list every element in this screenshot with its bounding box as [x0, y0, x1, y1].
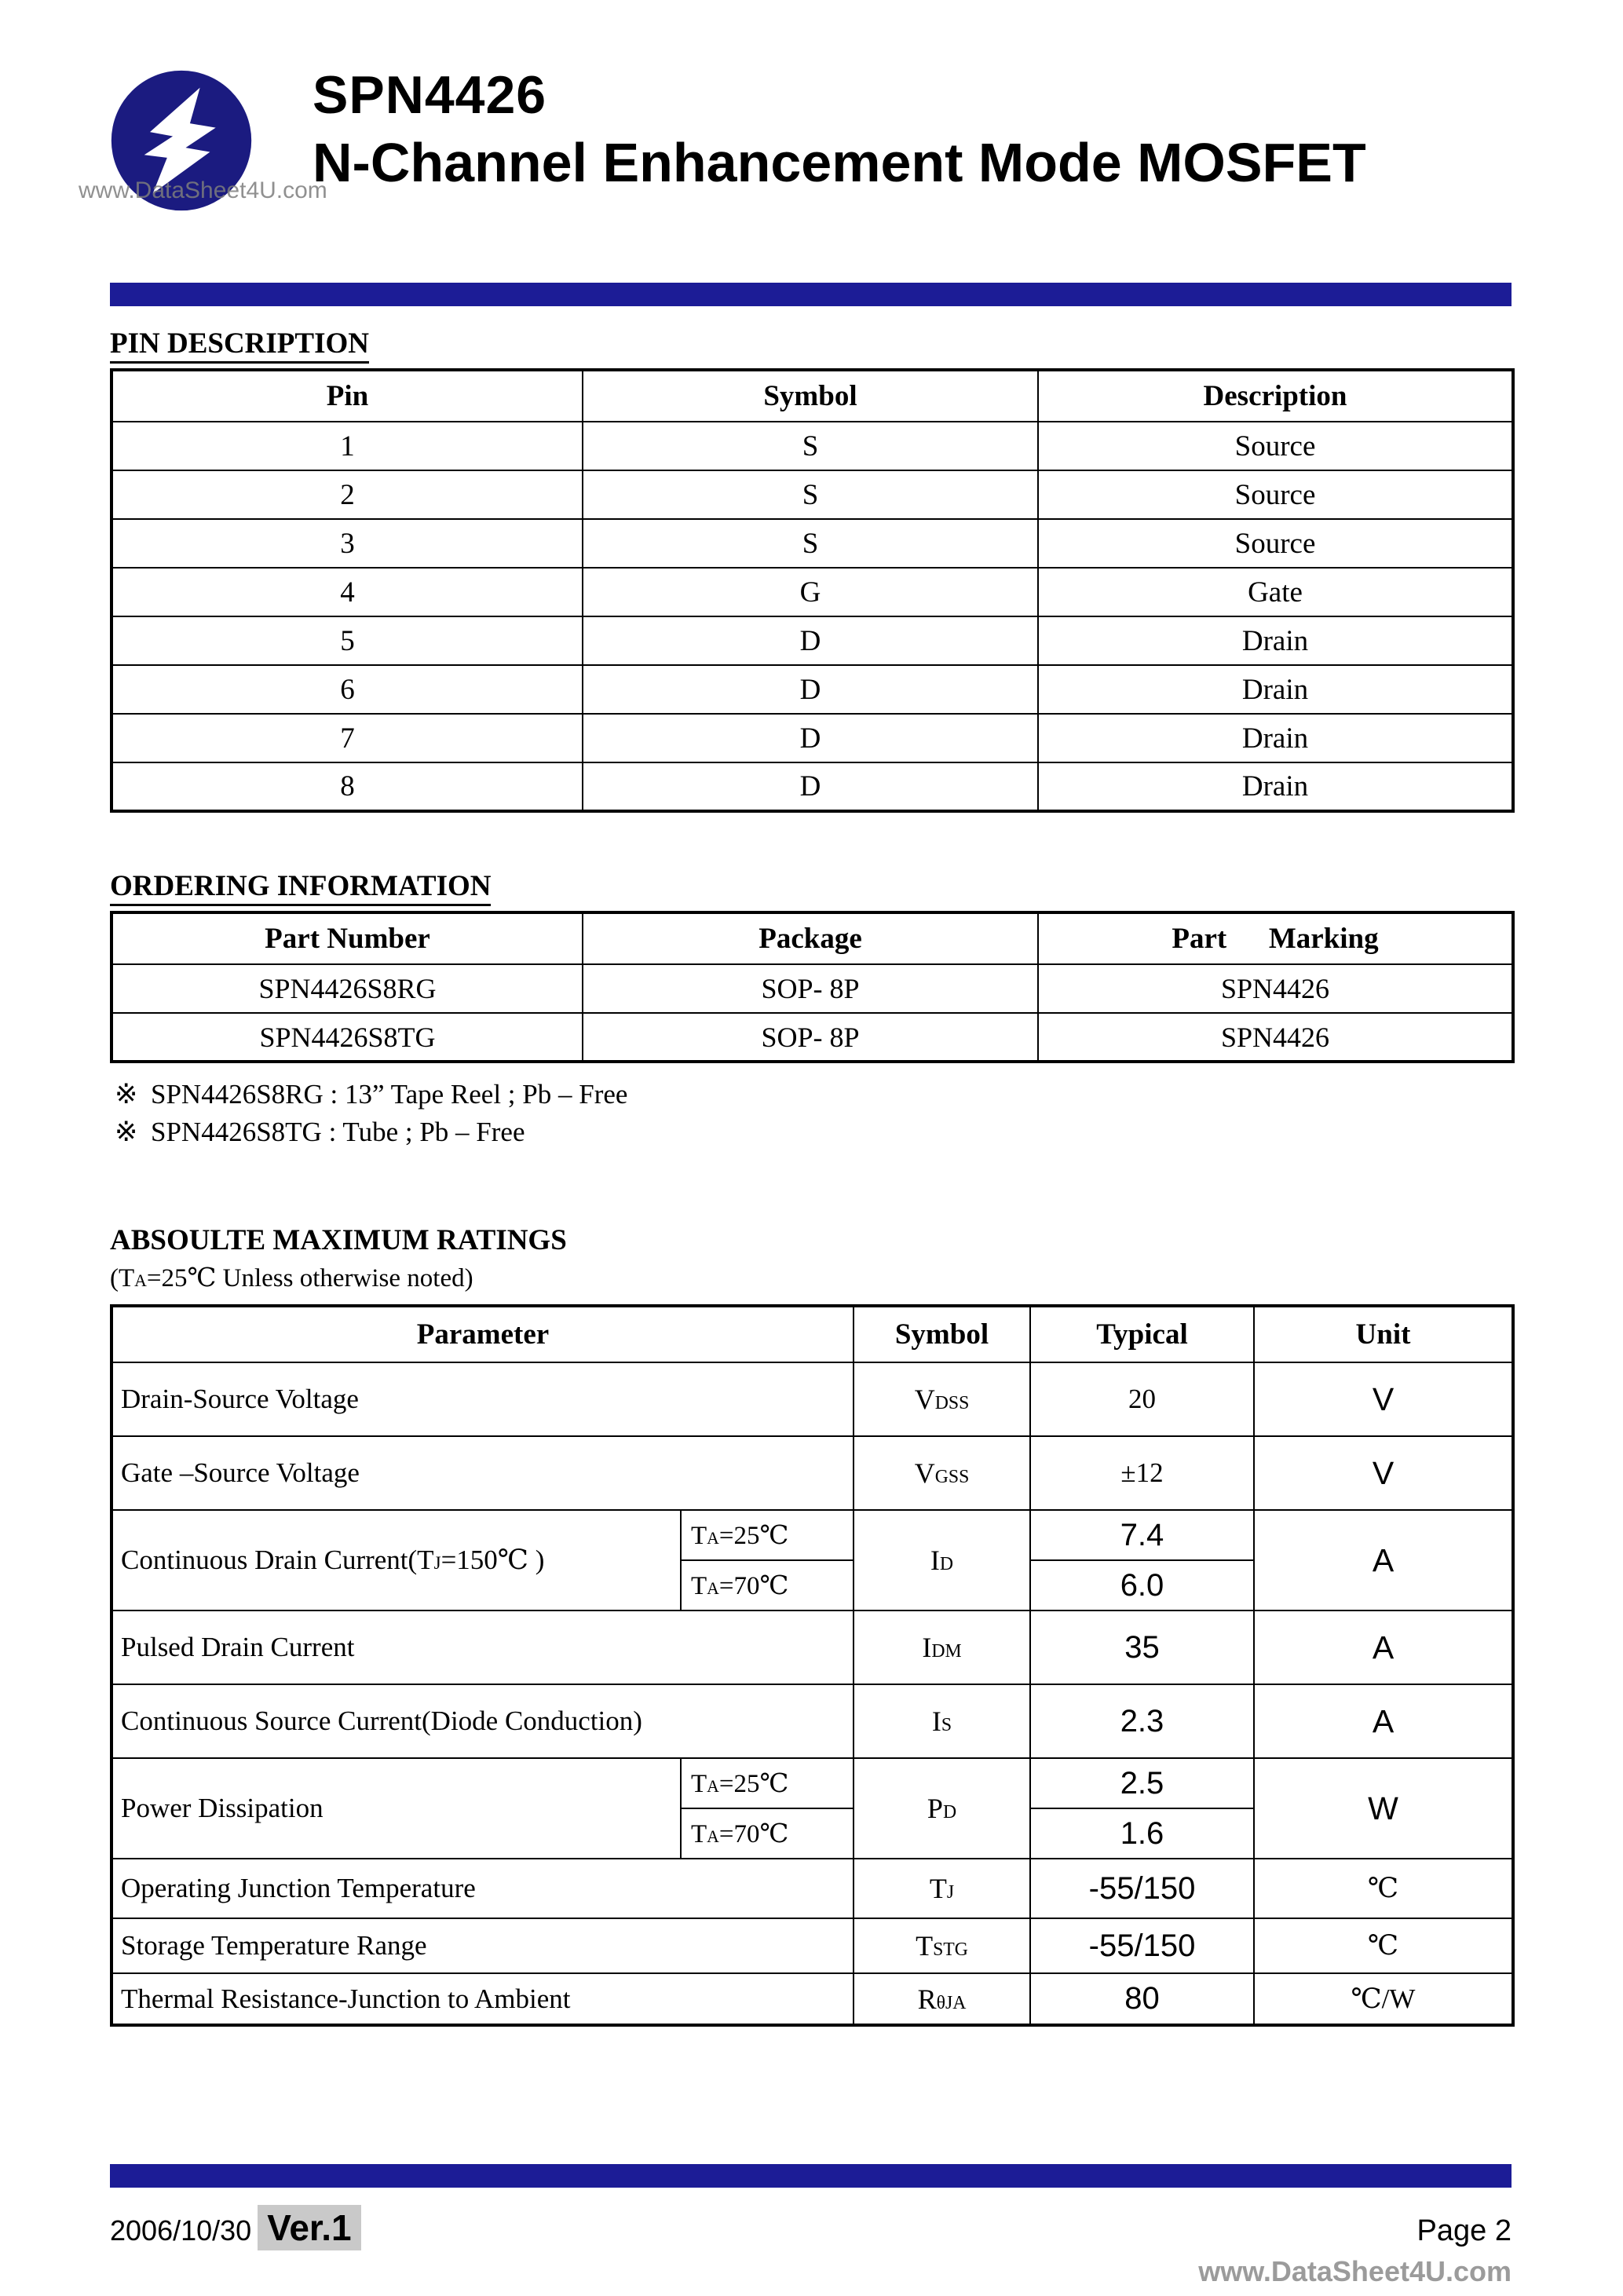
- unit-cell: V: [1254, 1436, 1513, 1510]
- pin-description: Drain: [1038, 714, 1513, 762]
- ordering-table: [110, 911, 1515, 1063]
- table-row-tj: [111, 1859, 1513, 1918]
- table-row-idm: [111, 1610, 1513, 1684]
- table-row: [111, 762, 1513, 811]
- symbol-cell: TJ: [854, 1859, 1030, 1918]
- typical-cell: -55/150: [1030, 1918, 1254, 1973]
- pin-symbol: D: [583, 665, 1038, 714]
- symbol-cell: VGSS: [854, 1436, 1030, 1510]
- table-row-id-25c: [111, 1510, 1513, 1560]
- table-header-row: [111, 1306, 1513, 1362]
- pin-number: 6: [111, 665, 583, 714]
- column-header-part-marking: Part Marking: [1038, 912, 1513, 964]
- pin-number: 1: [111, 422, 583, 470]
- parameter-cell: Continuous Drain Current(TJ=150℃ ): [111, 1510, 681, 1610]
- page-title: SPN4426: [313, 65, 547, 125]
- divider-bar-top: [110, 283, 1512, 306]
- part-number: SPN4426S8TG: [111, 1013, 583, 1062]
- column-header-parameter: Parameter: [111, 1306, 854, 1362]
- absolute-maximum-ratings-section: [110, 1223, 1512, 2027]
- table-row: [111, 470, 1513, 519]
- header: [79, 65, 1512, 264]
- pin-description-heading: PIN DESCRIPTION: [110, 327, 1512, 360]
- ordering-heading: ORDERING INFORMATION: [110, 869, 1512, 903]
- footer-left: [110, 2205, 361, 2250]
- pin-number: 3: [111, 519, 583, 568]
- symbol-cell: TSTG: [854, 1918, 1030, 1973]
- table-row: [111, 422, 1513, 470]
- condition-cell: TA=70℃: [681, 1560, 854, 1610]
- pin-description: Source: [1038, 470, 1513, 519]
- typical-cell: 20: [1030, 1362, 1254, 1436]
- pin-number: 7: [111, 714, 583, 762]
- table-row: [111, 616, 1513, 665]
- condition-cell: TA=70℃: [681, 1808, 854, 1859]
- abs-max-condition: (TA=25℃ Unless otherwise noted): [110, 1264, 473, 1292]
- unit-cell: A: [1254, 1684, 1513, 1758]
- column-header-symbol: Symbol: [583, 370, 1038, 422]
- parameter-cell: Thermal Resistance-Junction to Ambient: [111, 1973, 854, 2025]
- parameter-cell: Drain-Source Voltage: [111, 1362, 854, 1436]
- symbol-cell: IS: [854, 1684, 1030, 1758]
- typical-cell: 35: [1030, 1610, 1254, 1684]
- symbol-cell: ID: [854, 1510, 1030, 1610]
- note-text: SPN4426S8RG : 13” Tape Reel ; Pb – Free: [151, 1079, 628, 1110]
- table-row-pd-25c: [111, 1758, 1513, 1808]
- ordering-notes: [115, 1076, 1512, 1151]
- note-line: [115, 1113, 1512, 1151]
- parameter-cell: Gate –Source Voltage: [111, 1436, 854, 1510]
- pin-symbol: S: [583, 470, 1038, 519]
- logo-watermark-text: www.DataSheet4U.com: [79, 177, 327, 203]
- part-marking: SPN4426: [1038, 964, 1513, 1013]
- column-header-description: Description: [1038, 370, 1513, 422]
- typical-cell: 7.4: [1030, 1510, 1254, 1560]
- unit-cell: ℃: [1254, 1918, 1513, 1973]
- pin-symbol: D: [583, 762, 1038, 811]
- symbol-cell: RθJA: [854, 1973, 1030, 2025]
- pin-symbol: D: [583, 616, 1038, 665]
- title-block: [313, 65, 1366, 194]
- pin-description: Drain: [1038, 762, 1513, 811]
- pin-symbol: G: [583, 568, 1038, 616]
- table-row-vdss: [111, 1362, 1513, 1436]
- footer: [110, 2205, 1512, 2250]
- table-row-is: [111, 1684, 1513, 1758]
- table-row: [111, 519, 1513, 568]
- pin-number: 5: [111, 616, 583, 665]
- table-row: [111, 568, 1513, 616]
- footer-version: Ver.1: [258, 2205, 360, 2250]
- column-header-symbol: Symbol: [854, 1306, 1030, 1362]
- pin-symbol: S: [583, 519, 1038, 568]
- symbol-cell: VDSS: [854, 1362, 1030, 1436]
- note-marker: ※: [115, 1117, 138, 1147]
- pin-description: Gate: [1038, 568, 1513, 616]
- typical-cell: ±12: [1030, 1436, 1254, 1510]
- abs-max-heading: ABSOULTE MAXIMUM RATINGS: [110, 1224, 567, 1256]
- pin-description-table: [110, 368, 1515, 813]
- column-header-unit: Unit: [1254, 1306, 1513, 1362]
- parameter-cell: Operating Junction Temperature: [111, 1859, 854, 1918]
- pin-symbol: S: [583, 422, 1038, 470]
- typical-cell: -55/150: [1030, 1859, 1254, 1918]
- footer-page-number: Page 2: [1416, 2214, 1512, 2247]
- parameter-cell: Power Dissipation: [111, 1758, 681, 1859]
- pin-description: Source: [1038, 422, 1513, 470]
- table-header-row: [111, 912, 1513, 964]
- unit-cell: W: [1254, 1758, 1513, 1859]
- table-row: [111, 1013, 1513, 1062]
- pin-number: 8: [111, 762, 583, 811]
- note-text: SPN4426S8TG : Tube ; Pb – Free: [151, 1117, 525, 1147]
- typical-cell: 6.0: [1030, 1560, 1254, 1610]
- unit-cell: ℃/W: [1254, 1973, 1513, 2025]
- pin-number: 2: [111, 470, 583, 519]
- column-header-pin: Pin: [111, 370, 583, 422]
- table-row: [111, 964, 1513, 1013]
- part-marking: SPN4426: [1038, 1013, 1513, 1062]
- parameter-cell: Continuous Source Current(Diode Conduction): [111, 1684, 854, 1758]
- pin-description: Drain: [1038, 616, 1513, 665]
- column-header-part-number: Part Number: [111, 912, 583, 964]
- table-row-vgss: [111, 1436, 1513, 1510]
- table-header-row: [111, 370, 1513, 422]
- parameter-cell: Pulsed Drain Current: [111, 1610, 854, 1684]
- typical-cell: 2.5: [1030, 1758, 1254, 1808]
- table-row-tstg: [111, 1918, 1513, 1973]
- parameter-cell: Storage Temperature Range: [111, 1918, 854, 1973]
- typical-cell: 2.3: [1030, 1684, 1254, 1758]
- table-row: [111, 714, 1513, 762]
- package: SOP- 8P: [583, 1013, 1038, 1062]
- condition-cell: TA=25℃: [681, 1510, 854, 1560]
- package: SOP- 8P: [583, 964, 1038, 1013]
- pin-description: Drain: [1038, 665, 1513, 714]
- pin-description-section: [110, 327, 1512, 813]
- note-line: [115, 1076, 1512, 1113]
- symbol-cell: IDM: [854, 1610, 1030, 1684]
- condition-cell: TA=25℃: [681, 1758, 854, 1808]
- column-header-typical: Typical: [1030, 1306, 1254, 1362]
- logo: [79, 69, 327, 212]
- table-row-rthja: [111, 1973, 1513, 2025]
- ordering-section: [110, 869, 1512, 1151]
- divider-bar-bottom: [110, 2164, 1512, 2188]
- pin-symbol: D: [583, 714, 1038, 762]
- unit-cell: V: [1254, 1362, 1513, 1436]
- pin-number: 4: [111, 568, 583, 616]
- footer-date: 2006/10/30: [110, 2214, 252, 2247]
- note-marker: ※: [115, 1079, 138, 1110]
- unit-cell: A: [1254, 1610, 1513, 1684]
- abs-max-table: [110, 1304, 1515, 2027]
- page-subtitle: N-Channel Enhancement Mode MOSFET: [313, 132, 1366, 194]
- unit-cell: A: [1254, 1510, 1513, 1610]
- typical-cell: 1.6: [1030, 1808, 1254, 1859]
- pin-description: Source: [1038, 519, 1513, 568]
- column-header-package: Package: [583, 912, 1038, 964]
- unit-cell: ℃: [1254, 1859, 1513, 1918]
- part-number: SPN4426S8RG: [111, 964, 583, 1013]
- symbol-cell: PD: [854, 1758, 1030, 1859]
- table-row: [111, 665, 1513, 714]
- typical-cell: 80: [1030, 1973, 1254, 2025]
- site-watermark: www.DataSheet4U.com: [1198, 2255, 1512, 2287]
